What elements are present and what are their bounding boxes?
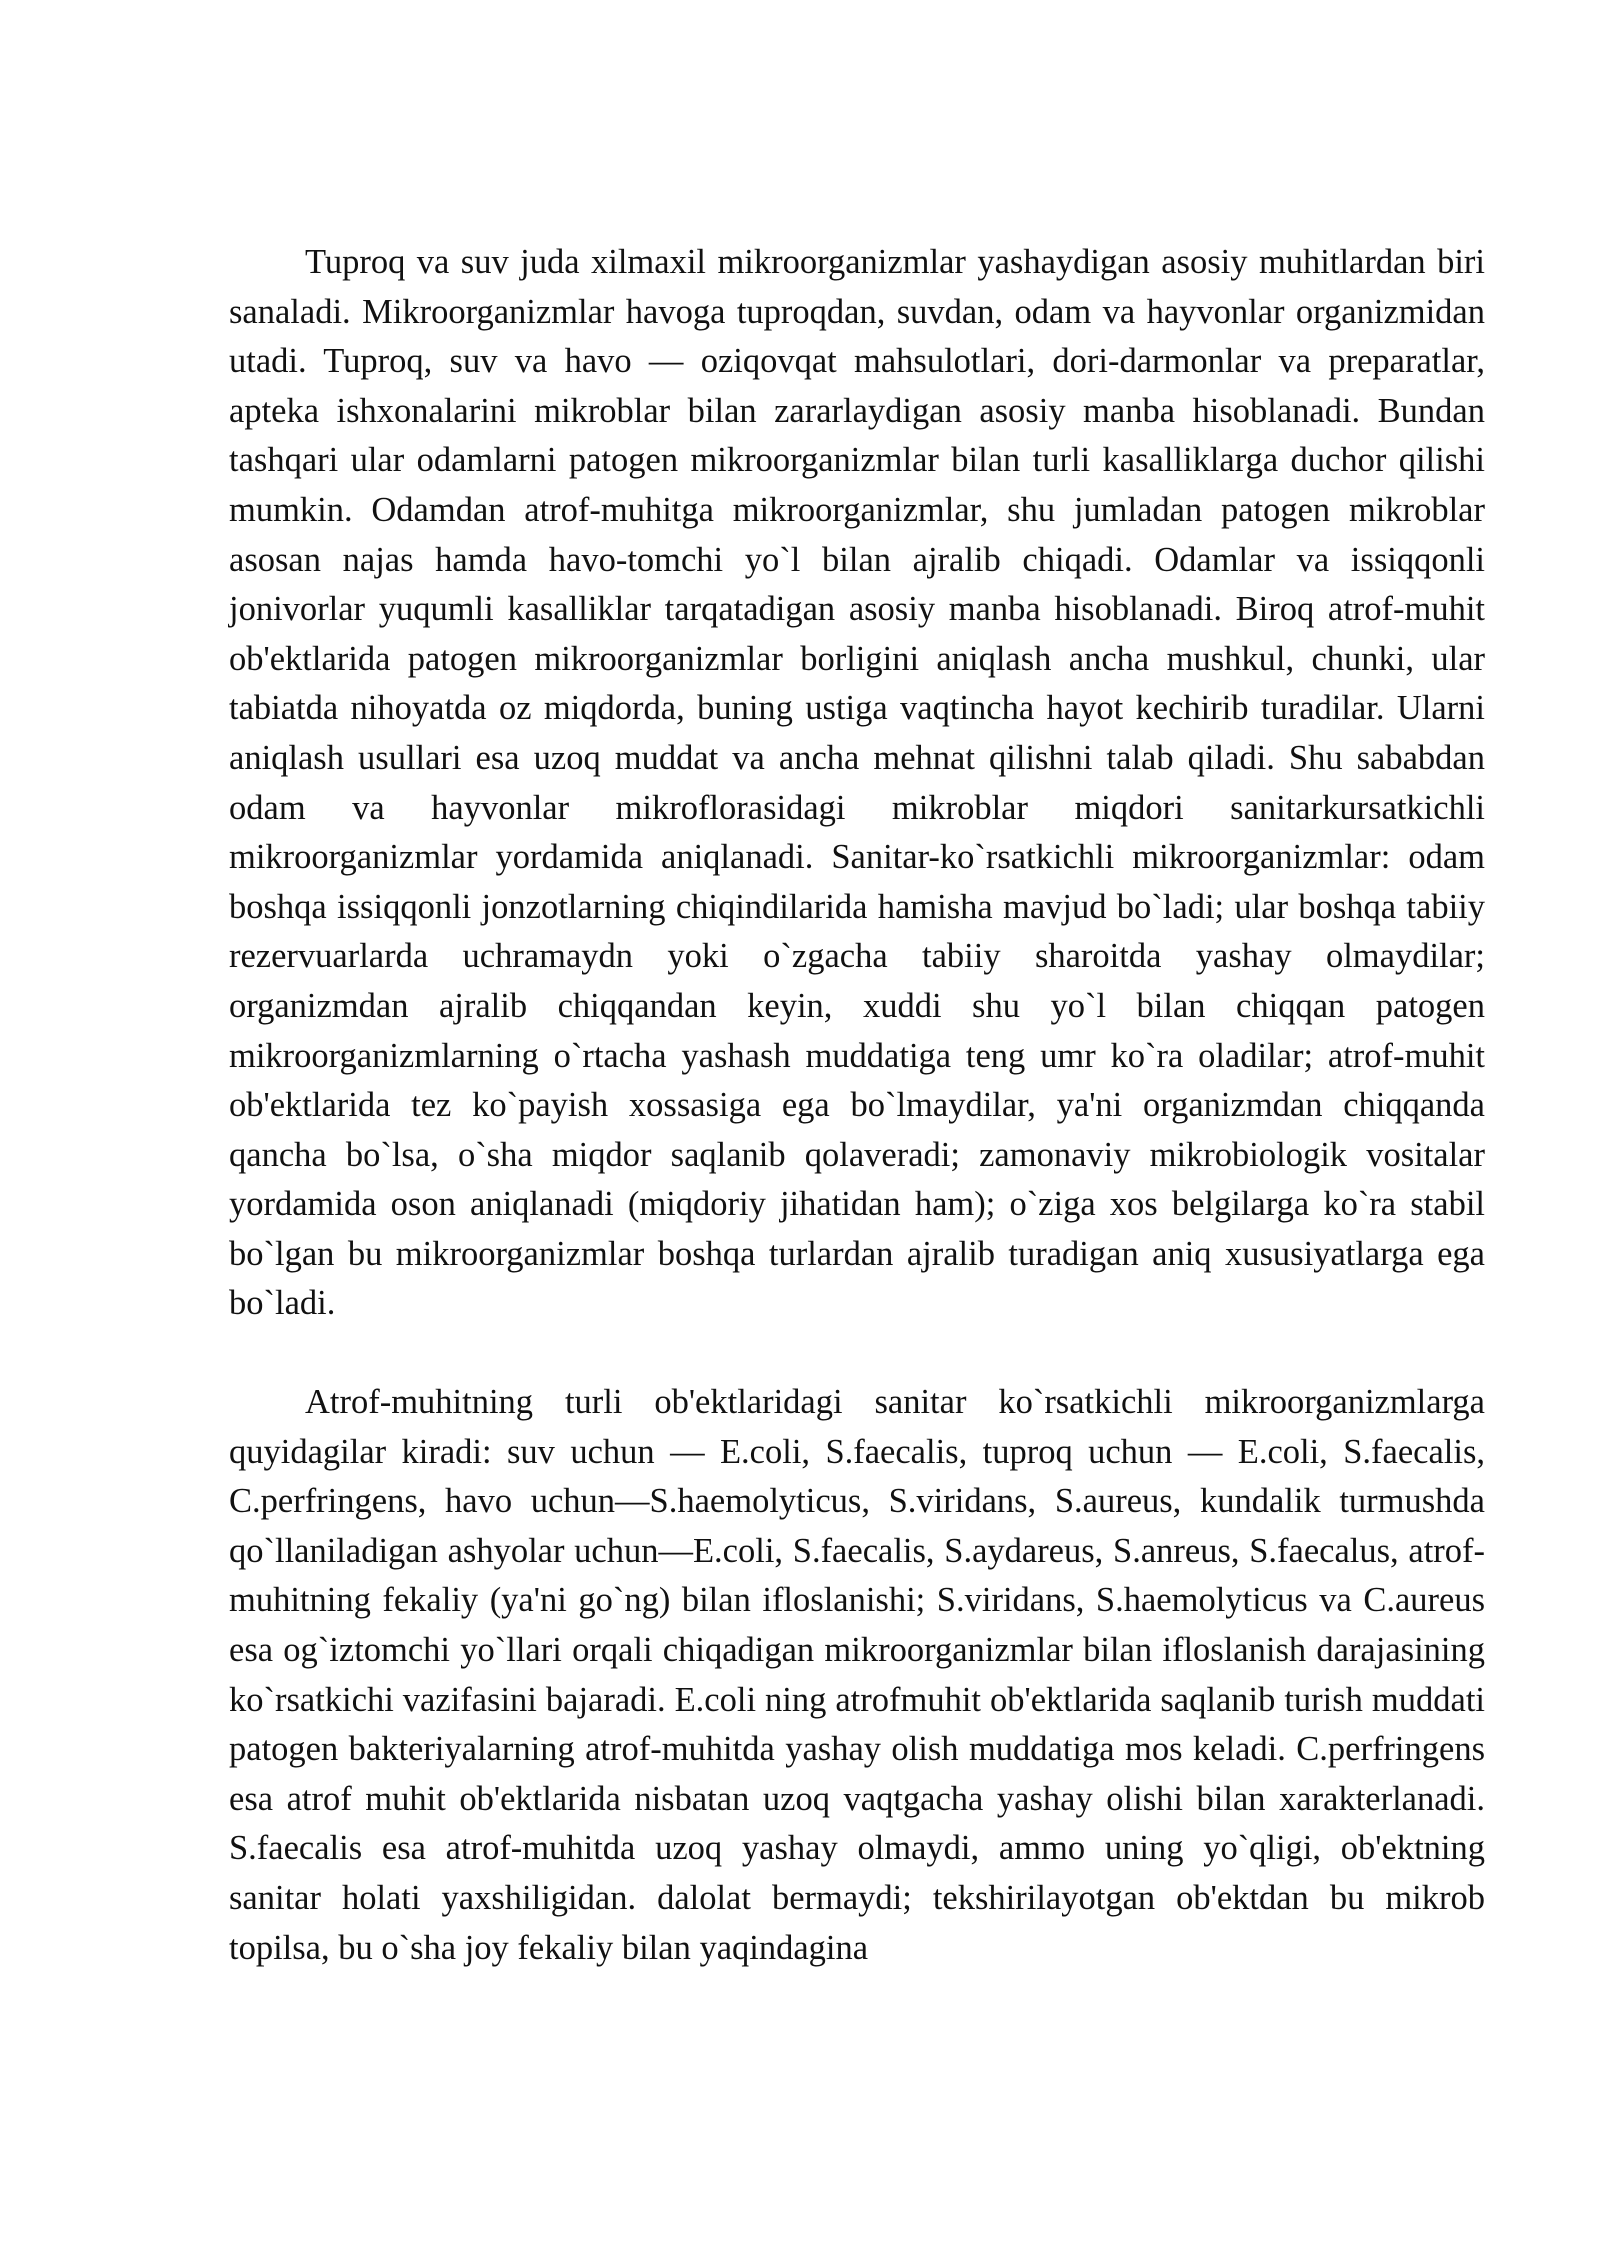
document-body <box>229 238 1485 1973</box>
paragraph-1: Tuproq va suv juda xilmaxil mikroorganizmlar yashaydigan asosiy muhitlardan biri sanaladi. Mikroorganizmlar havoga tuproqdan, suvdan, odam va hayvonlar organizmidan utadi. Tuproq, suv va havo — oziqovqat mahsulotlari, dori-darmonlar va preparatlar, apteka ishxonalarini mikroblar bilan zararlaydigan asosiy manba hisoblanadi. Bundan tashqari ular odamlarni patogen mikroorganizmlar bilan turli kasalliklarga duchor qilishi mumkin. Odamdan atrof-muhitga mikroorganizmlar, shu jumladan patogen mikroblar asosan najas hamda havo-tomchi yo`l bilan ajralib chiqadi. Odamlar va issiqqonli jonivorlar yuqumli kasalliklar tarqatadigan asosiy manba hisoblanadi. Biroq atrof-muhit ob'ektlarida patogen mikroorganizmlar borligini aniqlash ancha mushkul, chunki, ular tabiatda nihoyatda oz miqdorda, buning ustiga vaqtincha hayot kechirib turadilar. Ularni aniqlash usullari esa uzoq muddat va ancha mehnat qilishni talab qiladi. Shu sababdan odam va hayvonlar mikroflorasidagi mikroblar miqdori sanitarkursatkichli mikroorganizmlar yordamida aniqlanadi. Sanitar-ko`rsatkichli mikroorganizmlar: odam boshqa issiqqonli jonzotlarning chiqindilarida hamisha mavjud bo`ladi; ular boshqa tabiiy rezervuarlarda uchramaydn yoki o`zgacha tabiiy sharoitda yashay olmaydilar; organizmdan ajralib chiqqandan keyin, xuddi shu yo`l bilan chiqqan patogen mikroorganizmlarning o`rtacha yashash muddatiga teng umr ko`ra oladilar; atrof-muhit ob'ektlarida tez ko`payish xossasiga ega bo`lmaydilar, ya'ni organizmdan chiqqanda qancha bo`lsa, o`sha miqdor saqlanib qolaveradi; zamonaviy mikrobiologik vositalar yordamida oson aniqlanadi (miqdoriy jihatidan ham); o`ziga xos belgilarga ko`ra stabil bo`lgan bu mikroorganizmlar boshqa turlardan ajralib turadigan aniq xususiyatlarga ega bo`ladi. <box>229 243 1485 1323</box>
paragraph-2: Atrof-muhitning turli ob'ektlaridagi sanitar ko`rsatkichli mikroorganizmlarga quyidagilar kiradi: suv uchun — E.coli, S.faecalis, tuproq uchun — E.coli, S.faecalis, C.perfringens, havo uchun—S.haemolyticus, S.viridans, S.aureus, kundalik turmushda qo`llaniladigan ashyolar uchun—E.coli, S.faecalis, S.aydareus, S.anreus, S.faecalus, atrof-muhitning fekaliy (ya'ni go`ng) bilan ifloslanishi; S.viridans, S.haemolyticus va C.aureus esa og`iztomchi yo`llari orqali chiqadigan mikroorganizmlar bilan ifloslanish darajasining ko`rsatkichi vazifasini bajaradi. E.coli ning atrofmuhit ob'ektlarida saqlanib turish muddati patogen bakteriyalarning atrof-muhitda yashay olish muddatiga mos keladi. C.perfringens esa atrof muhit ob'ektlarida nisbatan uzoq vaqtgacha yashay olishi bilan xarakterlanadi. S.faecalis esa atrof-muhitda uzoq yashay olmaydi, ammo uning yo`qligi, ob'ektning sanitar holati yaxshiligidan. dalolat bermaydi; tekshirilayotgan ob'ektdan bu mikrob topilsa, bu o`sha joy fekaliy bilan yaqindagina <box>229 1383 1485 1967</box>
